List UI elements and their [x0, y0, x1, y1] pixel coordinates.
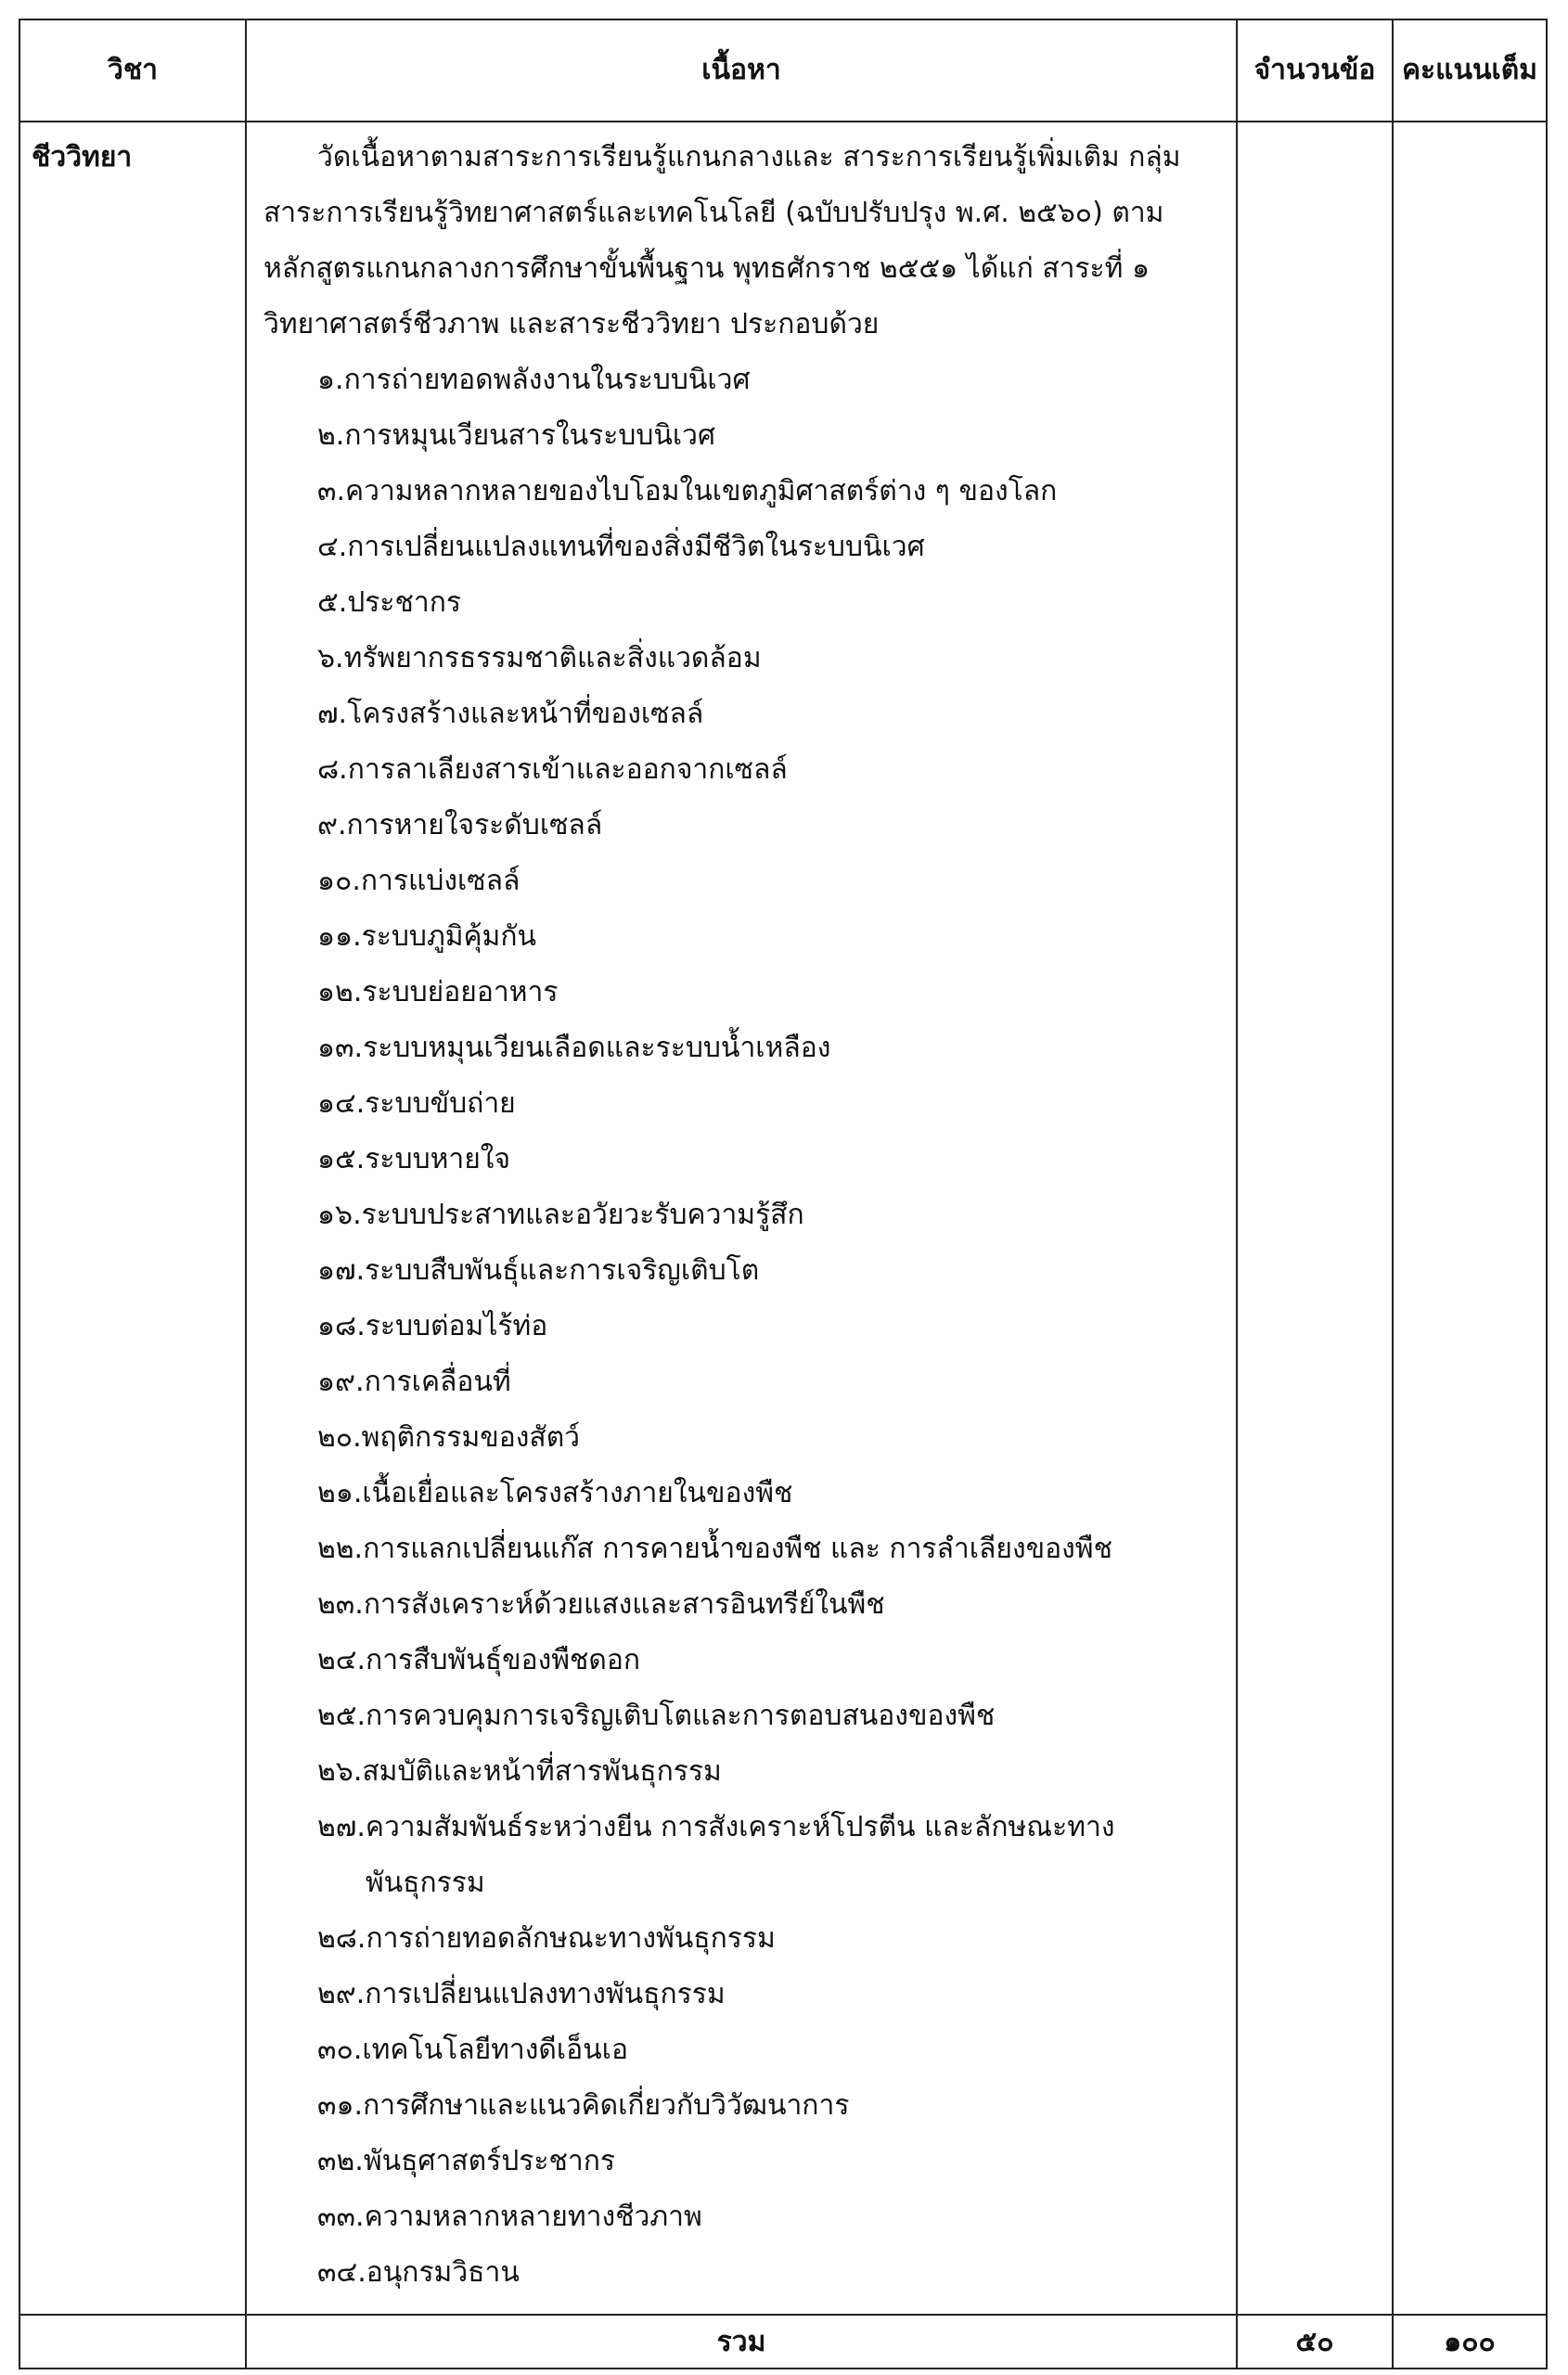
list-item [263, 2022, 1219, 2078]
list-item-number: ๒๗. [317, 1811, 366, 1843]
list-item-text: การถ่ายทอดลักษณะทางพันธุกรรม [366, 1922, 776, 1955]
list-item-number: ๑๐. [317, 865, 361, 897]
list-item-number: ๒๐. [317, 1421, 362, 1454]
list-item-text: การเคลื่อนที่ [364, 1366, 511, 1398]
topic-list [263, 353, 1219, 2301]
header-score: คะแนนเต็ม [1393, 19, 1547, 122]
list-item-number: ๘. [317, 753, 348, 786]
total-label: รวม [246, 2315, 1237, 2369]
list-item-text: ระบบต่อมไร้ท่อ [365, 1310, 548, 1342]
list-item-number: ๑๔. [317, 1087, 366, 1120]
list-item-text: ระบบภูมิคุ้มกัน [361, 920, 537, 953]
list-item-number: ๓๔. [317, 2256, 366, 2289]
list-item-text: ระบบย่อยอาหาร [362, 976, 559, 1008]
list-item [263, 1076, 1219, 1132]
list-item-number: ๒๘. [317, 1922, 366, 1955]
list-item-number: ๑๕. [317, 1143, 366, 1175]
list-item-text: เทคโนโลยีทางดีเอ็นเอ [362, 2034, 628, 2066]
list-item [263, 2078, 1219, 2134]
total-count: ๕๐ [1237, 2315, 1393, 2369]
list-item-number: ๑๙. [317, 1366, 365, 1398]
list-item-text: การหมุนเวียนสารในระบบนิเวศ [344, 419, 716, 452]
list-item-text: การหายใจระดับเซลล์ [346, 809, 603, 841]
list-item-text: การสังเคราะห์ด้วยแสงและสารอินทรีย์ในพืช [363, 1588, 885, 1621]
list-item-text: พันธุศาสตร์ประชากร [363, 2145, 615, 2177]
list-item [263, 353, 1219, 408]
list-item [263, 631, 1219, 687]
list-item-number: ๑๖. [317, 1199, 362, 1231]
list-item [263, 408, 1219, 464]
list-item-number: ๒๖. [317, 1755, 363, 1788]
list-item [263, 1800, 1219, 1911]
list-item-text: สมบัติและหน้าที่สารพันธุกรรม [362, 1755, 722, 1788]
list-item [263, 798, 1219, 854]
list-item-text: ประชากร [347, 586, 462, 619]
list-item-text: ความหลากหลายของไบโอมในเขตภูมิศาสตร์ต่าง ๆ ของโลก [345, 475, 1058, 507]
header-content: เนื้อหา [246, 19, 1237, 122]
list-item-text: การลาเลียงสารเข้าและออกจากเซลล์ [347, 753, 788, 786]
list-item-number: ๓๐. [317, 2034, 363, 2066]
content-cell [246, 122, 1237, 2315]
list-item-number: ๓๑. [317, 2089, 364, 2122]
list-item-number: ๒. [317, 419, 345, 452]
header-count: จำนวนข้อ [1237, 19, 1393, 122]
list-item [263, 1132, 1219, 1188]
list-item [263, 1577, 1219, 1633]
list-item [263, 742, 1219, 798]
list-item-number: ๑๑. [317, 920, 362, 953]
list-item-text: โครงสร้างและหน้าที่ของเซลล์ [347, 698, 704, 730]
exam-content-table [19, 19, 1548, 2369]
list-item [263, 909, 1219, 965]
list-item [263, 1688, 1219, 1744]
list-item-text: เนื้อเยื่อและโครงสร้างภายในของพืช [362, 1477, 793, 1509]
intro-paragraph: วัดเนื้อหาตามสาระการเรียนรู้แกนกลางและ สาระการเรียนรู้เพิ่มเติม กลุ่มสาระการเรียนรู้วิทยาศาสตร์และเทคโนโลยี (ฉบับปรับปรุง พ.ศ. ๒๕๖๐) ตามหลักสูตรแกนกลางการศึกษาขั้นพื้นฐาน พุทธศักราช ๒๕๕๑ ได้แก่ สาระที่ ๑ วิทยาศาสตร์ชีวภาพ และสาระชีววิทยา ประกอบด้วย [263, 141, 1181, 340]
list-item-text: ระบบประสาทและอวัยวะรับความรู้สึก [361, 1199, 804, 1231]
list-item [263, 854, 1219, 909]
subject-cell: ชีววิทยา [19, 122, 246, 2315]
list-item-number: ๒๑. [317, 1477, 363, 1509]
list-item-text: ระบบหมุนเวียนเลือดและระบบน้ำเหลือง [363, 1032, 831, 1064]
list-item-text: ระบบขับถ่าย [365, 1087, 516, 1120]
list-item-number: ๑๒. [317, 976, 363, 1008]
total-row [19, 2315, 1547, 2369]
list-item [263, 520, 1219, 575]
list-item [263, 1911, 1219, 1967]
list-item-number: ๒๙. [317, 1978, 366, 2010]
list-item-text: การสืบพันธุ์ของพืชดอก [366, 1644, 641, 1676]
list-item-number: ๗. [317, 698, 348, 730]
header-row [19, 19, 1547, 122]
list-item-text: อนุกรมวิธาน [366, 2256, 520, 2289]
list-item-number: ๑. [317, 364, 344, 396]
list-item-text: พฤติกรรมของสัตว์ [361, 1421, 581, 1454]
list-item-number: ๒๔. [317, 1644, 366, 1676]
list-item [263, 2189, 1219, 2245]
list-item-number: ๓. [317, 475, 346, 507]
list-item [263, 1967, 1219, 2022]
list-item-number: ๔. [317, 531, 348, 563]
list-item [263, 1299, 1219, 1354]
count-cell [1237, 122, 1393, 2315]
list-item-number: ๓๓. [317, 2201, 365, 2233]
list-item-number: ๒๕. [317, 1700, 366, 1732]
list-item-text: ระบบหายใจ [365, 1143, 511, 1175]
list-item-text: การถ่ายทอดพลังงานในระบบนิเวศ [343, 364, 751, 396]
header-subject: วิชา [19, 19, 246, 122]
list-item-text: การแบ่งเซลล์ [360, 865, 521, 897]
list-item [263, 1021, 1219, 1076]
list-item-number: ๓๒. [317, 2145, 364, 2177]
list-item [263, 1521, 1219, 1577]
list-item-text: การเปลี่ยนแปลงทางพันธุกรรม [365, 1978, 726, 2010]
list-item-text: การเปลี่ยนแปลงแทนที่ของสิ่งมีชีวิตในระบบนิเวศ [347, 531, 925, 563]
score-cell [1393, 122, 1547, 2315]
list-item [263, 965, 1219, 1021]
list-item-text: การศึกษาและแนวคิดเกี่ยวกับวิวัฒนาการ [363, 2089, 850, 2122]
list-item-text: การควบคุมการเจริญเติบโตและการตอบสนองของพืช [366, 1700, 996, 1732]
list-item [263, 1744, 1219, 1800]
total-score: ๑๐๐ [1393, 2315, 1547, 2369]
content-row [19, 122, 1547, 2315]
list-item [263, 1188, 1219, 1243]
list-item-number: ๖. [317, 642, 344, 674]
list-item [263, 1410, 1219, 1466]
list-item [263, 1633, 1219, 1688]
list-item [263, 1466, 1219, 1521]
list-item [263, 2134, 1219, 2189]
list-item-text: ระบบสืบพันธุ์และการเจริญเติบโต [365, 1254, 760, 1287]
list-item-number: ๑๓. [317, 1032, 364, 1064]
list-item [263, 2245, 1219, 2301]
list-item-text: การแลกเปลี่ยนแก๊ส การคายน้ำของพืช และ การลำเลียงของพืช [363, 1533, 1112, 1565]
list-item-number: ๕. [317, 586, 348, 619]
total-empty-cell [19, 2315, 246, 2369]
list-item [263, 575, 1219, 631]
list-item [263, 464, 1219, 520]
list-item-number: ๒๒. [317, 1533, 364, 1565]
list-item-number: ๑๗. [317, 1254, 366, 1287]
list-item [263, 1243, 1219, 1299]
list-item-number: ๒๓. [317, 1588, 364, 1621]
list-item [263, 687, 1219, 742]
list-item [263, 1354, 1219, 1410]
list-item-text: ความสัมพันธ์ระหว่างยีน การสังเคราะห์โปรตีน และลักษณะทางพันธุกรรม [365, 1811, 1115, 1899]
list-item-number: ๑๘. [317, 1310, 366, 1342]
list-item-text: ความหลากหลายทางชีวภาพ [364, 2201, 702, 2233]
list-item-number: ๙. [317, 809, 347, 841]
list-item-text: ทรัพยากรธรรมชาติและสิ่งแวดล้อม [343, 642, 762, 674]
